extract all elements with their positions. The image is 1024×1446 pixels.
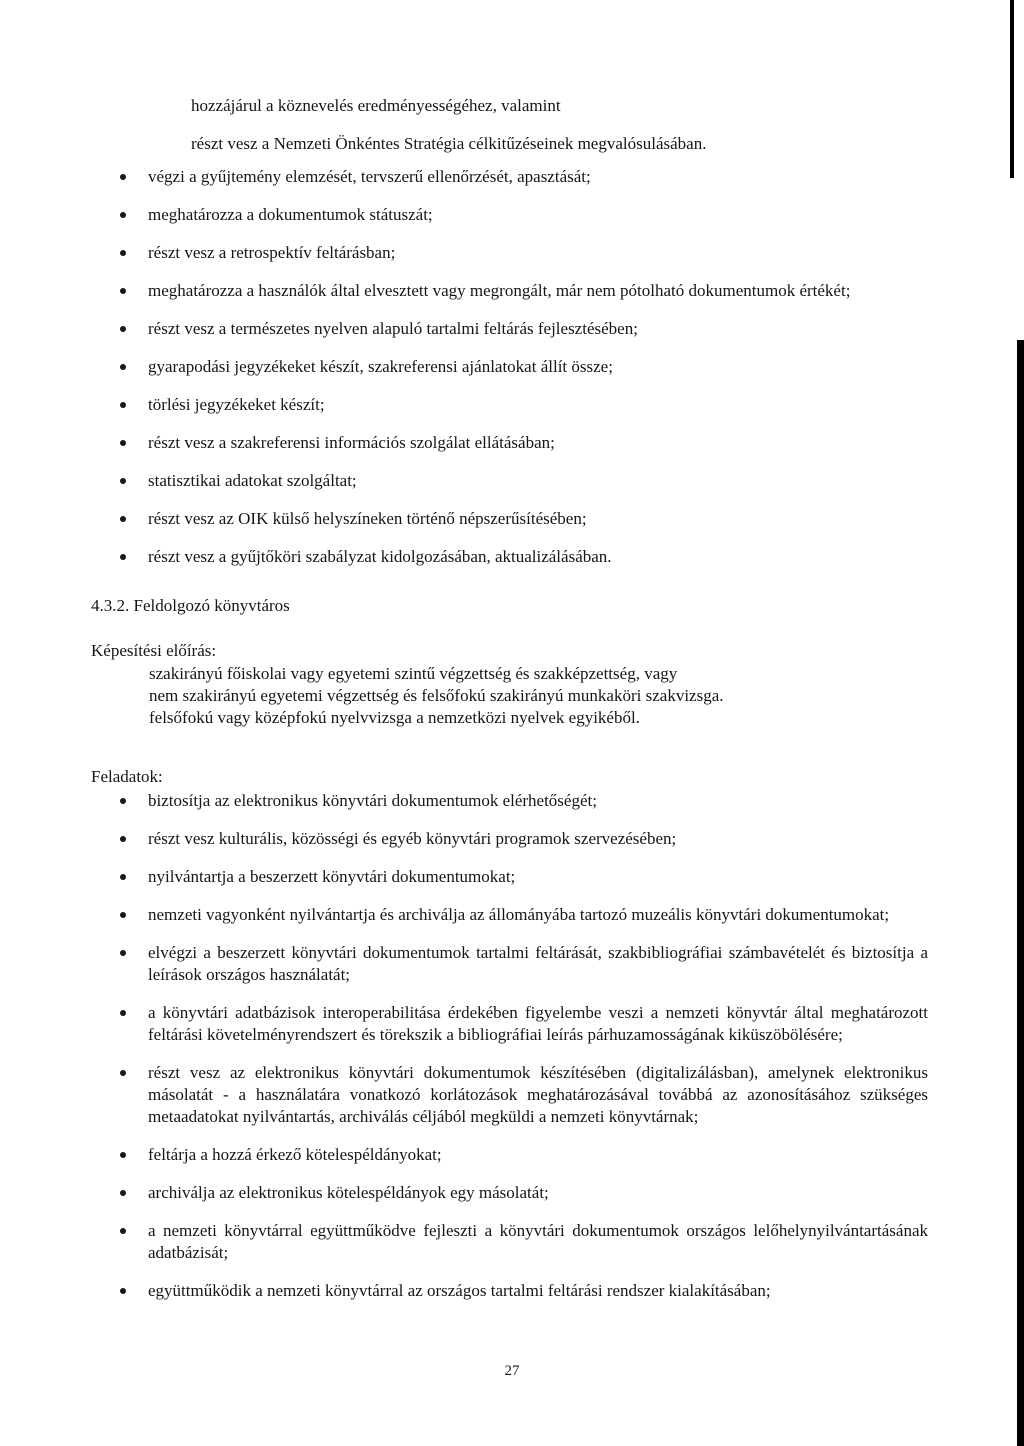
requirements-label: Képesítési előírás: [91,641,217,660]
bullet-icon [120,212,126,218]
list-item-text: részt vesz a természetes nyelven alapuló tartalmi feltárás fejlesztésében; [148,319,638,338]
requirement-line: felsőfokú vagy középfokú nyelvvizsga a nemzetközi nyelvek egyikéből. [149,708,640,727]
list-item-text: részt vesz kulturális, közösségi és egyéb könyvtári programok szervezésében; [148,829,677,848]
list-item-text: végzi a gyűjtemény elemzését, tervszerű ellenőrzését, apasztását; [148,167,591,186]
list-item-text: részt vesz az elektronikus könyvtári dokumentumok készítésében (digitalizálásban), amelynek elektronikus másolatát - a használatára vonatkozó korlátozások meghatározásával továbbá az azonosításához szükséges metaadatokat nyilvántartás, archiválás céljából megküldi a nemzeti könyvtárnak; [148,1063,928,1126]
bullet-icon [120,798,126,804]
list-item-text: meghatározza a használók által elvesztett vagy megrongált, már nem pótolható dokumentumok értékét; [148,281,851,300]
list-item-text: a könyvtári adatbázisok interoperabilitása érdekében figyelembe veszi a nemzeti könyvtár által meghatározott feltárási követelményrendszert és törekszik a bibliográfiai leírás párhuzamosságának kiküszöbölésére; [148,1003,928,1044]
list-item [120,242,928,264]
list-item [120,432,928,454]
duties-list-1 [120,166,928,568]
list-item-text: nemzeti vagyonként nyilvántartja és archiválja az állományába tartozó muzeális könyvtári dokumentumokat; [148,905,890,924]
requirement-line: nem szakirányú egyetemi végzettség és felsőfokú szakirányú munkaköri szakvizsga. [149,686,724,705]
list-item [120,942,928,986]
list-item-text: részt vesz a retrospektív feltárásban; [148,243,396,262]
list-item-text: részt vesz a gyűjtőköri szabályzat kidolgozásában, aktualizálásában. [148,547,612,566]
bullet-icon [120,478,126,484]
bullet-icon [120,950,126,956]
bullet-icon [120,1288,126,1294]
list-item [120,166,928,188]
list-item [120,470,928,492]
list-item [120,790,928,812]
bullet-icon [120,912,126,918]
list-item-text: a nemzeti könyvtárral együttműködve fejleszti a könyvtári dokumentumok országos lelőhelynyilvántartásának adatbázisát; [148,1221,928,1262]
list-item-text: részt vesz a szakreferensi információs szolgálat ellátásában; [148,433,555,452]
bullet-icon [120,250,126,256]
list-item-text: együttműködik a nemzeti könyvtárral az országos tartalmi feltárási rendszer kialakításában; [148,1281,771,1300]
list-item-text: részt vesz az OIK külső helyszíneken történő népszerűsítésében; [148,509,587,528]
list-item [120,1182,928,1204]
list-item [120,394,928,416]
bullet-icon [120,1228,126,1234]
scan-edge-top [1010,0,1014,178]
continuation-line-1: hozzájárul a köznevelés eredményességéhez, valamint [191,96,561,115]
continuation-line-2: részt vesz a Nemzeti Önkéntes Stratégia célkitűzéseinek megvalósulásában. [191,134,707,153]
bullet-icon [120,364,126,370]
bullet-icon [120,402,126,408]
list-item [120,280,928,302]
scan-edge-bottom [1017,340,1024,1446]
list-item [120,546,928,568]
bullet-icon [120,1070,126,1076]
section-heading: 4.3.2. Feldolgozó könyvtáros [91,596,290,615]
requirements-block [149,663,724,729]
bullet-icon [120,326,126,332]
duties-list-2 [120,790,928,1302]
bullet-icon [120,174,126,180]
list-item-text: statisztikai adatokat szolgáltat; [148,471,357,490]
list-item-text: nyilvántartja a beszerzett könyvtári dokumentumokat; [148,867,516,886]
list-item [120,1002,928,1046]
list-item [120,508,928,530]
list-item [120,866,928,888]
bullet-icon [120,554,126,560]
list-item [120,904,928,926]
requirement-line: szakirányú főiskolai vagy egyetemi szintű végzettség és szakképzettség, vagy [149,664,678,683]
list-item-text: meghatározza a dokumentumok státuszát; [148,205,433,224]
bullet-icon [120,288,126,294]
list-item [120,1062,928,1128]
list-item [120,204,928,226]
list-item-text: törlési jegyzékeket készít; [148,395,325,414]
bullet-icon [120,836,126,842]
bullet-icon [120,1190,126,1196]
bullet-icon [120,1152,126,1158]
list-item-text: biztosítja az elektronikus könyvtári dokumentumok elérhetőségét; [148,791,597,810]
list-item [120,1144,928,1166]
list-item-text: gyarapodási jegyzékeket készít, szakreferensi ajánlatokat állít össze; [148,357,613,376]
list-item-text: feltárja a hozzá érkező kötelespéldányokat; [148,1145,442,1164]
list-item-text: elvégzi a beszerzett könyvtári dokumentumok tartalmi feltárását, szakbibliográfiai számbavételét és biztosítja a leírások országos használatát; [148,943,928,984]
list-item [120,318,928,340]
bullet-icon [120,440,126,446]
list-item [120,356,928,378]
list-item [120,1280,928,1302]
bullet-icon [120,1010,126,1016]
page-number: 27 [504,1363,520,1379]
list-item [120,1220,928,1264]
tasks-label: Feladatok: [91,767,163,786]
bullet-icon [120,516,126,522]
list-item-text: archiválja az elektronikus kötelespéldányok egy másolatát; [148,1183,549,1202]
bullet-icon [120,874,126,880]
list-item [120,828,928,850]
